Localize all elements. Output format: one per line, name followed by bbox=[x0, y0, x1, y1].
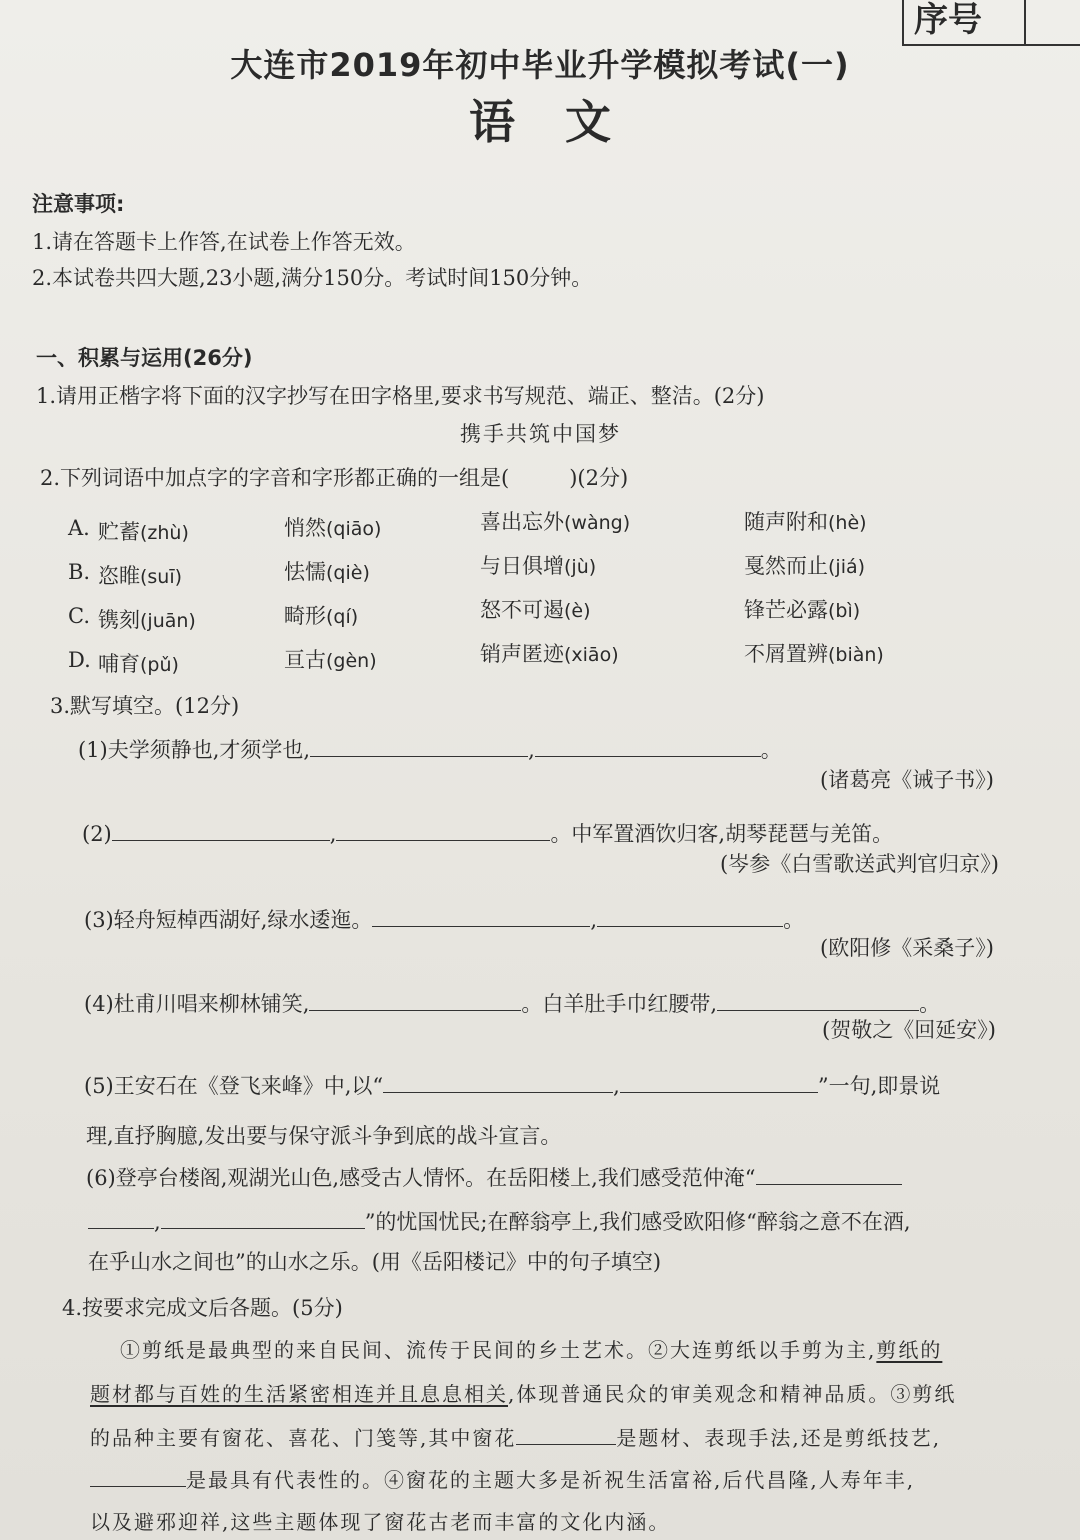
blank[interactable] bbox=[620, 1074, 818, 1093]
option-word: 畸形(qí) bbox=[284, 604, 359, 628]
option-word: 戛然而止(jiá) bbox=[744, 554, 866, 578]
fill-item-5: (5)王安石在《登飞来峰》中,以“ , ”一句,即景说 bbox=[84, 1074, 941, 1098]
exam-title: 大连市2019年初中毕业升学模拟考试(一) bbox=[230, 46, 850, 84]
option-word: 随声附和(hè) bbox=[744, 510, 867, 534]
notice-item-1: 1.请在答题卡上作答,在试卷上作答无效。 bbox=[32, 230, 416, 254]
option-word: 怒不可遏(è) bbox=[480, 598, 591, 622]
blank[interactable] bbox=[756, 1166, 902, 1185]
option-word: 怯懦(qiè) bbox=[284, 560, 370, 584]
question-3: 3.默写填空。(12分) bbox=[50, 694, 240, 718]
blank[interactable] bbox=[516, 1426, 616, 1445]
option-word: 亘古(gèn) bbox=[284, 648, 377, 672]
blank[interactable] bbox=[597, 908, 783, 927]
blank[interactable] bbox=[717, 992, 919, 1011]
option-label: D. bbox=[68, 648, 91, 672]
option-word: 镌刻(juān) bbox=[98, 608, 196, 632]
option-label: C. bbox=[68, 604, 90, 628]
fill-item-1: (1)夫学须静也,才须学也, , 。 bbox=[78, 738, 782, 762]
passage-line-4: 是最具有代表性的。④窗花的主题大多是祈祝生活富裕,后代昌隆,人寿年丰, bbox=[90, 1464, 915, 1493]
source-2: (岑参《白雪歌送武判官归京》) bbox=[720, 852, 999, 876]
blank[interactable] bbox=[535, 738, 761, 757]
fill-item-6-end: 在乎山水之间也”的山水之乐。(用《岳阳楼记》中的句子填空) bbox=[88, 1250, 662, 1274]
question-2-text: 2.下列词语中加点字的字音和字形都正确的一组是( bbox=[40, 466, 510, 490]
blank[interactable] bbox=[383, 1074, 613, 1093]
source-1: (诸葛亮《诫子书》) bbox=[820, 768, 994, 792]
subject-title: 语文 bbox=[469, 95, 661, 149]
option-word: 销声匿迹(xiāo) bbox=[480, 642, 619, 666]
passage-line-3: 的品种主要有窗花、喜花、门笺等,其中窗花 是题材、表现手法,还是剪纸技艺, bbox=[90, 1426, 942, 1450]
option-word: 悄然(qiāo) bbox=[284, 516, 382, 540]
source-3: (欧阳修《采桑子》) bbox=[820, 936, 994, 960]
question-1: 1.请用正楷字将下面的汉字抄写在田字格里,要求书写规范、端正、整洁。(2分) bbox=[36, 384, 765, 408]
option-word: 与日俱增(jù) bbox=[480, 554, 597, 578]
fill-item-2: (2) , 。中军置酒饮归客,胡琴琵琶与羌笛。 bbox=[82, 822, 894, 846]
question-2 bbox=[40, 462, 628, 492]
blank[interactable] bbox=[88, 1210, 154, 1229]
blank[interactable] bbox=[309, 992, 521, 1011]
serial-label: 序号 bbox=[904, 0, 1026, 44]
fill-item-4: (4)杜甫川唱来柳林铺笑, 。白羊肚手巾红腰带, 。 bbox=[84, 992, 941, 1016]
blank[interactable] bbox=[112, 822, 330, 841]
option-word: 贮蓄(zhù) bbox=[98, 520, 189, 544]
source-4: (贺敬之《回延安》) bbox=[822, 1018, 996, 1042]
option-word: 恣睢(suī) bbox=[98, 564, 183, 588]
notice-heading: 注意事项: bbox=[32, 192, 125, 216]
passage-line-5: 以及避邪迎祥,这些主题体现了窗花古老而丰富的文化内涵。 bbox=[90, 1510, 671, 1534]
blank[interactable] bbox=[372, 908, 590, 927]
passage-line-1: ①剪纸是最典型的来自民间、流传于民间的乡土艺术。②大连剪纸以手剪为主,剪纸的 bbox=[120, 1338, 943, 1362]
blank[interactable] bbox=[310, 738, 528, 757]
blank[interactable] bbox=[161, 1210, 365, 1229]
section-heading: 一、积累与运用(26分) bbox=[36, 346, 253, 370]
blank[interactable] bbox=[336, 822, 550, 841]
option-label: B. bbox=[68, 560, 91, 584]
question-2-score: )(2分) bbox=[569, 466, 629, 490]
option-word: 不屑置辨(biàn) bbox=[744, 642, 884, 666]
copy-text: 携手共筑中国梦 bbox=[460, 422, 621, 446]
fill-item-3: (3)轻舟短棹西湖好,绿水逶迤。 , 。 bbox=[84, 908, 805, 932]
notice-item-2: 2.本试卷共四大题,23小题,满分150分。考试时间150分钟。 bbox=[32, 266, 593, 290]
option-word: 喜出忘外(wàng) bbox=[480, 510, 631, 534]
option-label: A. bbox=[68, 516, 90, 540]
passage-line-2: 题材都与百姓的生活紧密相连并且息息相关,体现普通民众的审美观念和精神品质。③剪纸 bbox=[90, 1382, 957, 1406]
fill-item-6: (6)登亭台楼阁,观湖光山色,感受古人情怀。在岳阳楼上,我们感受范仲淹“ bbox=[86, 1162, 902, 1192]
option-word: 哺育(pǔ) bbox=[98, 652, 179, 676]
blank[interactable] bbox=[90, 1468, 186, 1487]
question-4: 4.按要求完成文后各题。(5分) bbox=[62, 1296, 343, 1320]
fill-item-5-cont: 理,直抒胸臆,发出要与保守派斗争到底的战斗宣言。 bbox=[86, 1124, 562, 1148]
fill-item-6-cont: , ”的忧国忧民;在醉翁亭上,我们感受欧阳修“醉翁之意不在酒, bbox=[88, 1206, 911, 1236]
option-word: 锋芒必露(bì) bbox=[744, 598, 861, 622]
